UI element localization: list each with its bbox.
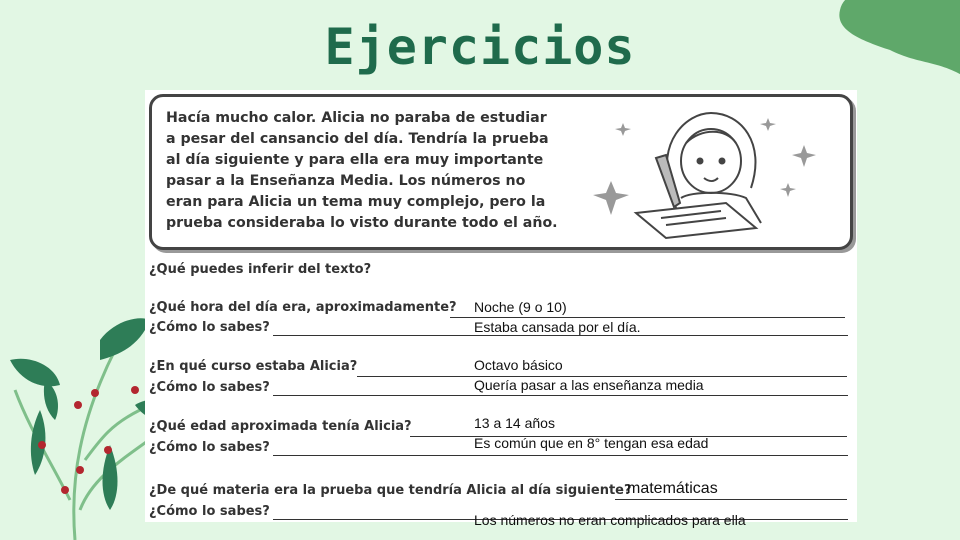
answer-4-how[interactable]: Los números no eran complicados para ella (474, 512, 746, 528)
story-line: Hacía mucho calor. Alicia no paraba de estudiar (166, 110, 547, 126)
question-2: ¿En qué curso estaba Alicia? (149, 359, 358, 374)
infer-heading: ¿Qué puedes inferir del texto? (149, 262, 372, 277)
worksheet (145, 90, 857, 528)
answer-4[interactable]: matemáticas (627, 480, 718, 497)
girl-studying-illustration (576, 103, 836, 243)
story-line: a pesar del cansancio del día. Tendría la prueba (166, 131, 549, 147)
answer-line (615, 499, 847, 500)
question-3-how: ¿Cómo lo sabes? (149, 440, 270, 455)
page-title: Ejercicios (324, 18, 636, 76)
story-line: eran para Alicia un tema muy complejo, pero la (166, 194, 546, 210)
answer-line (273, 455, 848, 456)
question-4-how: ¿Cómo lo sabes? (149, 504, 270, 519)
answer-2[interactable]: Octavo básico (474, 357, 563, 373)
answer-line (273, 395, 848, 396)
answer-line (273, 335, 848, 336)
answer-line (450, 317, 845, 318)
answer-2-how[interactable]: Quería pasar a las enseñanza media (474, 377, 704, 393)
answer-1[interactable]: Noche (9 o 10) (474, 299, 567, 315)
answer-3[interactable]: 13 a 14 años (474, 415, 555, 431)
story-line: al día siguiente y para ella era muy importante (166, 152, 544, 168)
answer-1-how[interactable]: Estaba cansada por el día. (474, 319, 641, 335)
story-box (149, 94, 853, 250)
story-line: prueba consideraba lo visto durante todo el año. (166, 215, 558, 231)
question-2-how: ¿Cómo lo sabes? (149, 380, 270, 395)
question-3: ¿Qué edad aproximada tenía Alicia? (149, 419, 412, 434)
question-1: ¿Qué hora del día era, aproximadamente? (149, 300, 457, 315)
story-text (166, 108, 586, 234)
question-4: ¿De qué materia era la prueba que tendría Alicia al día siguiente? (149, 483, 632, 498)
question-1-how: ¿Cómo lo sabes? (149, 320, 270, 335)
answer-3-how[interactable]: Es común que en 8° tengan esa edad (474, 435, 709, 451)
story-line: pasar a la Enseñanza Media. Los números no (166, 173, 526, 189)
